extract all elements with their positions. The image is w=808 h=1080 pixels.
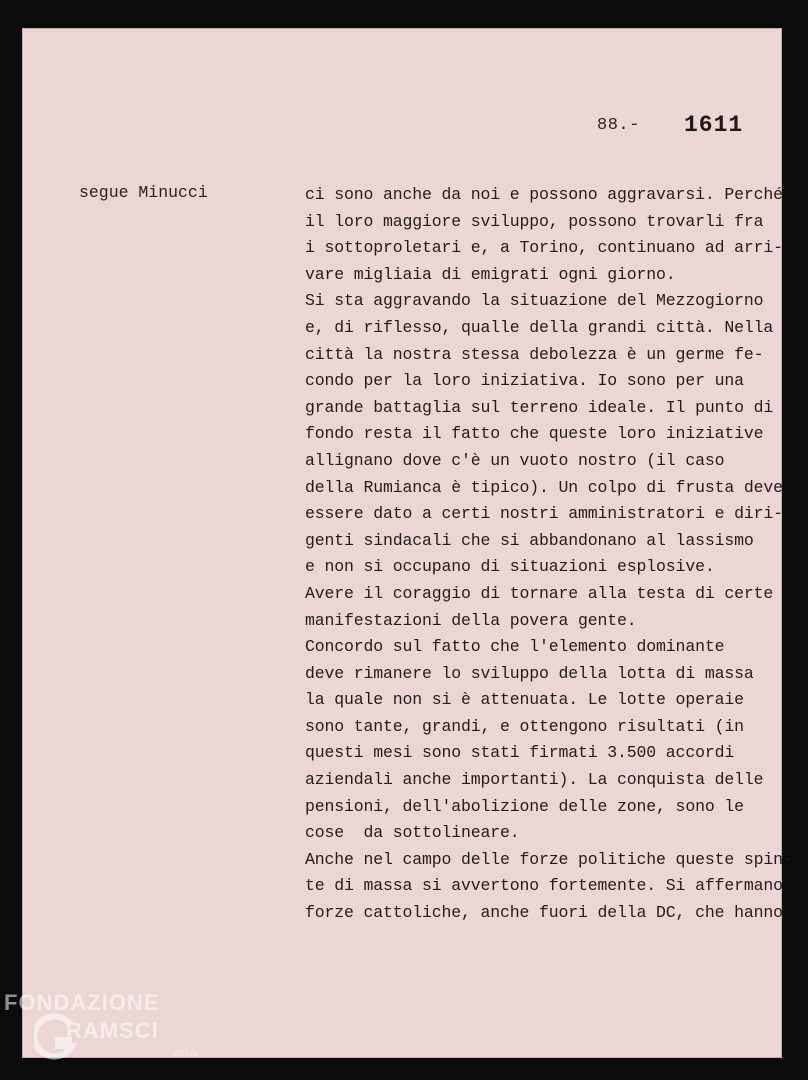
watermark-line-3: onlus <box>174 1048 198 1059</box>
text-line: fondo resta il fatto che queste loro iniziative <box>305 424 764 444</box>
text-line: Concordo sul fatto che l'elemento dominante <box>305 637 725 657</box>
watermark-line-1: FONDAZIONE <box>4 990 160 1015</box>
speaker-label: segue Minucci <box>79 183 208 202</box>
text-line: deve rimanere lo sviluppo della lotta di massa <box>305 663 754 683</box>
text-line: essere dato a certi nostri amministratori e diri- <box>305 504 783 524</box>
text-line: te di massa si avvertono fortemente. Si affermano <box>305 876 783 896</box>
text-line: e, di riflesso, qualle della grandi città. Nella <box>305 317 774 337</box>
text-line: Avere il coraggio di tornare alla testa di certe <box>305 583 774 603</box>
text-line: aziendali anche importanti). La conquista delle <box>305 770 764 790</box>
document-page <box>22 28 793 1058</box>
text-line: Anche nel campo delle forze politiche queste spin- <box>305 849 793 869</box>
text-line: i sottoproletari e, a Torino, continuano ad arri- <box>305 238 783 258</box>
fondazione-gramsci-watermark <box>4 990 204 1070</box>
text-line: manifestazioni della povera gente. <box>305 610 637 630</box>
text-line: condo per la loro iniziativa. Io sono per una <box>305 371 744 391</box>
text-line: il loro maggiore sviluppo, possono trovarli fra <box>305 211 764 231</box>
document-number: 1611 <box>684 112 744 138</box>
text-line: cose da sottolineare. <box>305 823 520 843</box>
text-line: città la nostra stessa debolezza è un germe fe- <box>305 344 764 364</box>
text-line: grande battaglia sul terreno ideale. Il punto di <box>305 397 774 417</box>
text-line: e non si occupano di situazioni esplosive. <box>305 557 715 577</box>
text-line: pensioni, dell'abolizione delle zone, sono le <box>305 796 744 816</box>
text-line: allignano dove c'è un vuoto nostro (il caso <box>305 450 725 470</box>
text-line: Si sta aggravando la situazione del Mezzogiorno <box>305 291 764 311</box>
text-line: forze cattoliche, anche fuori della DC, che hanno <box>305 903 783 923</box>
text-line: ci sono anche da noi e possono aggravarsi. Perché <box>305 185 783 204</box>
watermark-line-2: RAMSCI <box>66 1018 159 1043</box>
text-line: vare migliaia di emigrati ogni giorno. <box>305 264 676 284</box>
text-line: questi mesi sono stati firmati 3.500 accordi <box>305 743 735 763</box>
text-line: sono tante, grandi, e ottengono risultati (in <box>305 716 744 736</box>
text-line: genti sindacali che si abbandonano al lassismo <box>305 530 754 550</box>
page-number: 88.- <box>597 116 640 135</box>
text-line: la quale non si è attenuata. Le lotte operaie <box>305 690 744 710</box>
typed-text-body <box>305 182 793 927</box>
text-line: della Rumianca è tipico). Un colpo di frusta deve <box>305 477 783 497</box>
